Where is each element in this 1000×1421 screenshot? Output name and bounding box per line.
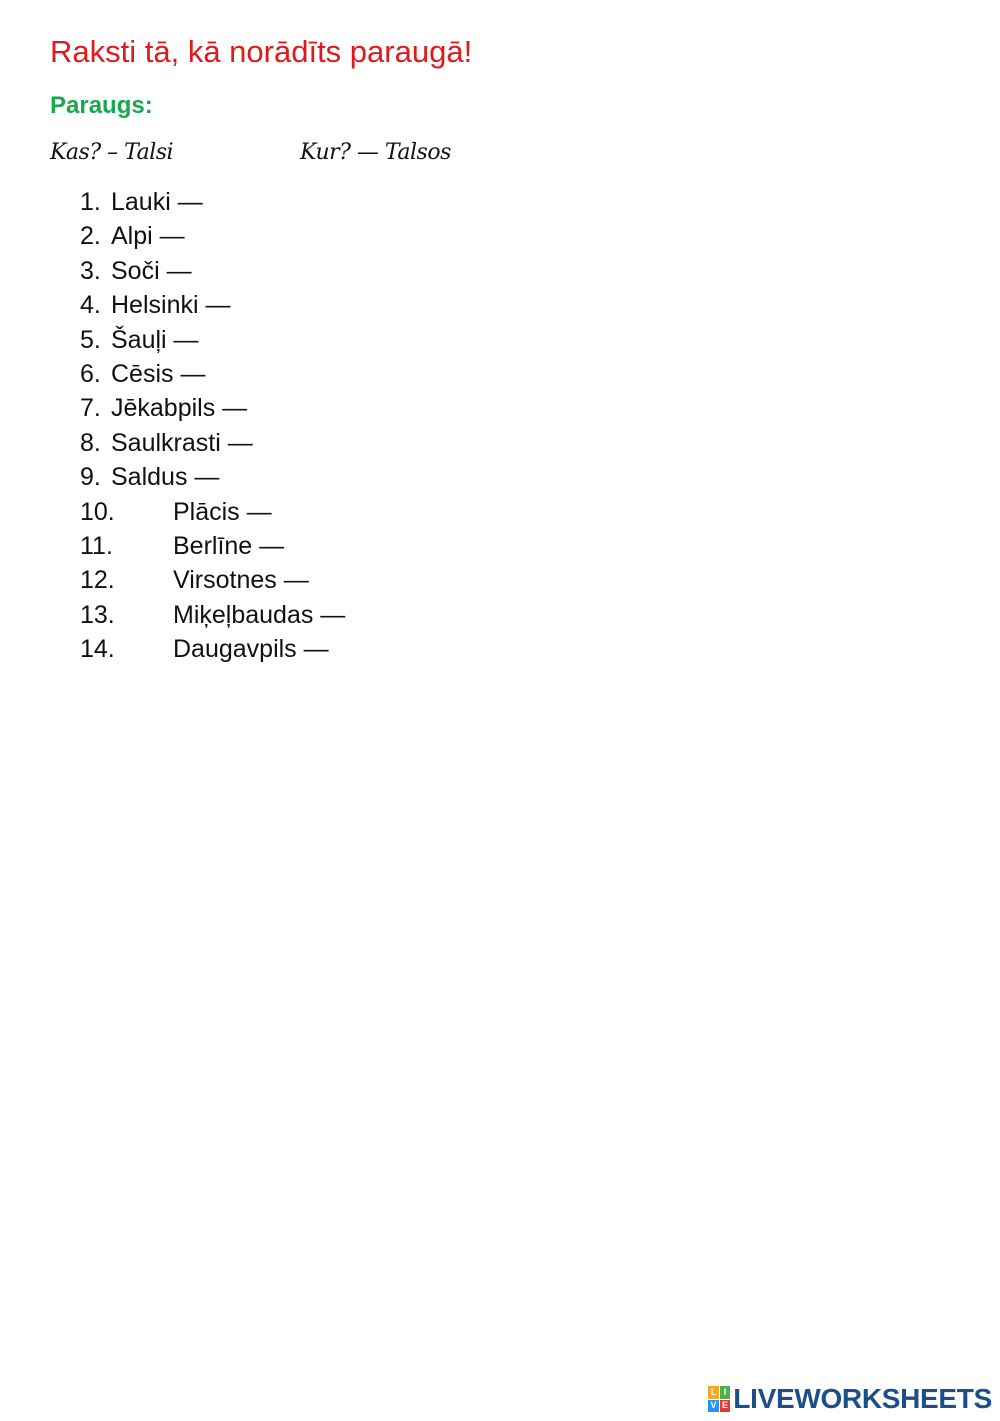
example-heading: Paraugs: bbox=[50, 92, 153, 119]
item-number: 8. bbox=[80, 428, 101, 457]
item-text: Jēkabpils — bbox=[111, 394, 248, 423]
logo-mark-letter: E bbox=[720, 1400, 731, 1413]
item-text: Miķeļbaudas — bbox=[173, 600, 346, 629]
item-number: 14. bbox=[80, 635, 115, 664]
example-answer: Kur? — Talsos bbox=[300, 140, 451, 165]
item-number: 13. bbox=[80, 600, 115, 629]
list-item bbox=[80, 391, 345, 425]
list-item bbox=[80, 495, 345, 529]
item-text: Saulkrasti — bbox=[111, 428, 253, 457]
list-item bbox=[80, 357, 345, 391]
item-number: 3. bbox=[80, 256, 101, 285]
item-text: Berlīne — bbox=[173, 532, 285, 561]
item-text: Helsinki — bbox=[111, 291, 231, 320]
item-number: 1. bbox=[80, 188, 101, 216]
item-text: Lauki — bbox=[111, 188, 203, 216]
list-item bbox=[80, 185, 345, 219]
item-number: 12. bbox=[80, 566, 115, 595]
list-item bbox=[80, 529, 345, 563]
list-item bbox=[80, 632, 345, 666]
item-number: 2. bbox=[80, 222, 101, 251]
exercise-list bbox=[80, 185, 345, 667]
item-text: Virsotnes — bbox=[173, 566, 309, 595]
item-text: Daugavpils — bbox=[173, 635, 329, 664]
logo-mark-icon bbox=[708, 1386, 730, 1412]
item-text: Plācis — bbox=[173, 497, 272, 526]
list-item bbox=[80, 254, 345, 288]
list-item bbox=[80, 323, 345, 357]
item-text: Cēsis — bbox=[111, 360, 206, 389]
example-question: Kas? – Talsi bbox=[50, 140, 174, 165]
item-number: 6. bbox=[80, 360, 101, 389]
list-item bbox=[80, 219, 345, 253]
item-text: Šauļi — bbox=[111, 325, 199, 354]
logo-mark-letter: I bbox=[720, 1386, 731, 1399]
list-item bbox=[80, 563, 345, 597]
list-item bbox=[80, 426, 345, 460]
item-number: 11. bbox=[80, 532, 113, 561]
list-item bbox=[80, 598, 345, 632]
logo-mark-letter: L bbox=[708, 1386, 719, 1399]
item-number: 10. bbox=[80, 497, 115, 526]
item-text: Alpi — bbox=[111, 222, 185, 251]
item-number: 7. bbox=[80, 394, 101, 423]
item-text: Soči — bbox=[111, 256, 192, 285]
item-number: 9. bbox=[80, 463, 101, 492]
worksheet-title: Raksti tā, kā norādīts paraugā! bbox=[50, 34, 473, 69]
item-text: Saldus — bbox=[111, 463, 220, 492]
item-number: 5. bbox=[80, 325, 101, 354]
list-item bbox=[80, 460, 345, 494]
item-number: 4. bbox=[80, 291, 101, 320]
logo-mark-letter: V bbox=[708, 1400, 719, 1413]
liveworksheets-logo bbox=[708, 1383, 992, 1415]
list-item bbox=[80, 288, 345, 322]
logo-text: LIVEWORKSHEETS bbox=[733, 1383, 992, 1414]
